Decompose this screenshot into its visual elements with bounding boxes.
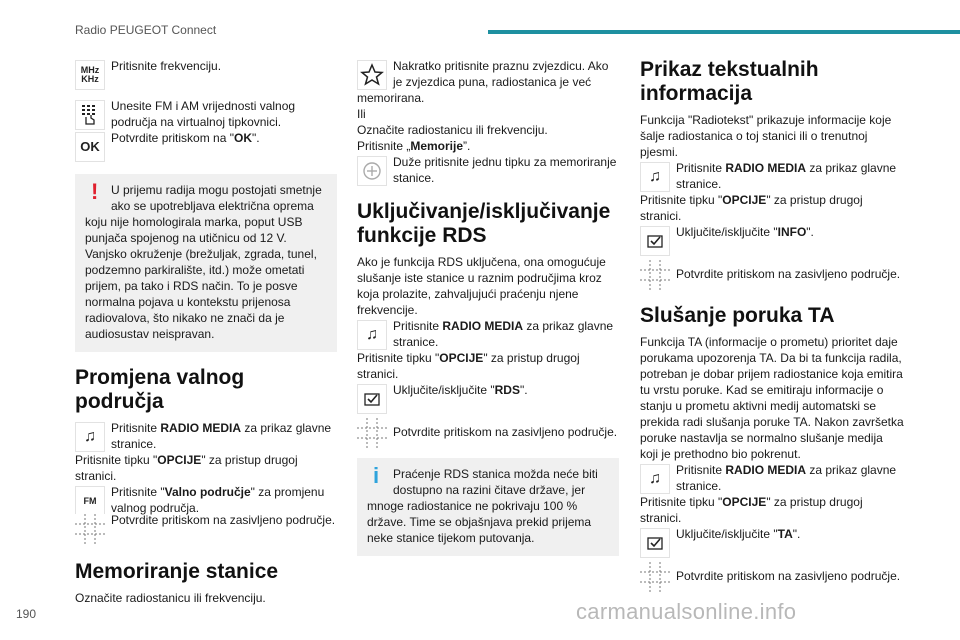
music-note-icon: ♫ bbox=[640, 162, 670, 192]
text-part: Uključite/isključite " bbox=[676, 527, 778, 541]
step-memorize bbox=[357, 154, 619, 186]
step-radio-media bbox=[357, 318, 619, 350]
step-radio-media bbox=[640, 462, 904, 494]
text-part: za prikaz glavne stranice. bbox=[393, 319, 614, 349]
section-heading: Uključivanje/isključivanje funkcije RDS bbox=[357, 200, 611, 247]
column-1 bbox=[75, 58, 337, 606]
text-part: Pritisnite tipku " bbox=[640, 495, 723, 509]
text-part: za prikaz glavne stranice. bbox=[111, 421, 332, 451]
text-part: za prikaz glavne stranice. bbox=[676, 161, 897, 191]
step-text: Nakratko pritisnite praznu zvjezdicu. Ako je zvjezdica puna, radiostanica je već memorirana. bbox=[357, 59, 609, 105]
text-part: Uključite/isključite " bbox=[393, 383, 495, 397]
text-part: za prikaz glavne stranice. bbox=[676, 463, 897, 493]
watermark: carmanualsonline.info bbox=[576, 599, 797, 624]
text-part: " za pristup drugoj stranici. bbox=[75, 453, 298, 483]
info-note bbox=[357, 458, 619, 556]
grey-area-grid-icon bbox=[640, 260, 670, 290]
text-part: " za pristup drugoj stranici. bbox=[357, 351, 580, 381]
text-part: Pritisnite tipku " bbox=[75, 453, 158, 467]
text-part: " za promjenu valnog područja. bbox=[111, 485, 325, 515]
text-bold: OPCIJE bbox=[722, 193, 767, 207]
text-part: Pritisnite " bbox=[111, 485, 165, 499]
step-confirm bbox=[75, 512, 337, 544]
running-header: Radio PEUGEOT Connect bbox=[75, 23, 217, 37]
info-icon: i bbox=[373, 463, 380, 488]
paragraph: Označite radiostanicu ili frekvenciju. bbox=[75, 591, 266, 605]
paragraph: Ili bbox=[357, 107, 366, 121]
warning-icon: ! bbox=[91, 179, 99, 204]
text-part: ". bbox=[792, 527, 801, 541]
text-part: Pritisnite tipku " bbox=[640, 193, 723, 207]
text-bold: RADIO MEDIA bbox=[725, 463, 807, 477]
text-part: Potvrdite pritiskom na " bbox=[111, 131, 234, 145]
text-part: Pritisnite bbox=[676, 161, 726, 175]
grey-area-grid-icon bbox=[75, 514, 105, 544]
paragraph: Ako je funkcija RDS uključena, ona omogućuje slušanje iste stanice u raznim područjima kroz koja prolazite, zahvaljujući praćenju njene frekvencije. bbox=[357, 255, 606, 317]
text-bold: OK bbox=[233, 131, 252, 145]
paragraph: Označite radiostanicu ili frekvenciju. bbox=[357, 123, 548, 137]
text-part: Pritisnite bbox=[111, 421, 161, 435]
text-bold: OPCIJE bbox=[722, 495, 767, 509]
step-radio-media bbox=[75, 420, 337, 452]
grey-area-grid-icon bbox=[357, 418, 387, 448]
text-part: Pritisnite bbox=[393, 319, 443, 333]
step-text: Potvrdite pritiskom na zasivljeno područje. bbox=[393, 425, 618, 439]
music-note-icon: ♫ bbox=[75, 422, 105, 452]
text-bold: RDS bbox=[494, 383, 520, 397]
text-part: ". bbox=[806, 225, 814, 239]
mhz-khz-icon: MHz KHz bbox=[75, 60, 105, 90]
text-bold: RADIO MEDIA bbox=[442, 319, 524, 333]
text-bold: RADIO MEDIA bbox=[160, 421, 242, 435]
step-confirm bbox=[640, 560, 904, 592]
section-heading: Prikaz tekstualnih informacija bbox=[640, 58, 819, 105]
text-bold: INFO bbox=[777, 225, 807, 239]
ok-icon: OK bbox=[75, 132, 105, 162]
text-bold: RADIO MEDIA bbox=[725, 161, 807, 175]
step-star bbox=[357, 58, 619, 106]
section-heading: Memoriranje stanice bbox=[75, 560, 279, 583]
text-part: ". bbox=[251, 131, 260, 145]
text-part: ”. bbox=[463, 139, 471, 153]
checkbox-toggle-icon bbox=[640, 226, 670, 256]
text-part: " za pristup drugoj stranici. bbox=[640, 495, 863, 525]
checkbox-toggle-icon bbox=[640, 528, 670, 558]
keypad-hand-icon bbox=[75, 100, 105, 130]
step-text: Pritisnite frekvenciju. bbox=[111, 59, 222, 73]
step-text: Potvrdite pritiskom na zasivljeno područje. bbox=[111, 513, 336, 527]
step-keyboard bbox=[75, 98, 337, 130]
grey-area-grid-icon bbox=[640, 562, 670, 592]
warning-note bbox=[75, 174, 337, 352]
text-part: Pritisnite „ bbox=[357, 139, 411, 153]
step-confirm bbox=[357, 416, 619, 448]
text-part: Pritisnite tipku " bbox=[357, 351, 440, 365]
warning-text: U prijemu radija mogu postojati smetnje ako se upotrebljava električna oprema koju nije homologirala marka, poput USB punjača spojenog na utičnicu od 12 V. Vanjsko okruženje (brežuljak, zgrada, tunel, podzemno parkiralište, itd.) može ometati prijem, pa tako i RDS način. To je posve normalna pojava u kontekstu prijenosa radiovalova, što nikako ne znači da je audiosustav neispravan. bbox=[85, 183, 322, 341]
add-preset-icon bbox=[357, 156, 387, 186]
step-confirm-ok bbox=[75, 130, 337, 162]
text-part: ". bbox=[519, 383, 528, 397]
checkbox-toggle-icon bbox=[357, 384, 387, 414]
radio-fm-icon: FM bbox=[75, 486, 105, 516]
section-heading: Slušanje poruka TA bbox=[640, 304, 835, 327]
text-part: Uključite/isključite " bbox=[676, 225, 778, 239]
header-accent-bar bbox=[488, 30, 960, 34]
text-part: Pritisnite bbox=[676, 463, 726, 477]
column-2 bbox=[357, 58, 619, 556]
step-info-toggle bbox=[640, 224, 904, 256]
info-text: Praćenje RDS stanica možda neće biti dostupno na razini čitave države, jer mnoge radiostanice ne pokrivaju 100 % države. Time se objašnjava prekid prijema neke stanice tijekom putovanja. bbox=[367, 467, 598, 545]
star-icon bbox=[357, 60, 387, 90]
paragraph: Funkcija "Radiotekst" prikazuje informacije koje šalje radiostanica o toj stanici ili o trenutnoj pjesmi. bbox=[640, 113, 892, 159]
step-text: Potvrdite pritiskom na zasivljeno područje. bbox=[676, 267, 901, 281]
paragraph: Funkcija TA (informacije o prometu) prioritet daje porukama upozorenja TA. Da bi ta funkcija radila, potreban je dobar prijem radiostanice koja emitira tu vrstu poruke. Kad se emitiraju informacije o stanju u prometu aktivni medij automatski se prekida radi slušanja poruke TA. Nakon završetka poruke nastavlja se normalno slušanje medija koji je prethodno bio pokrenut. bbox=[640, 335, 904, 461]
step-radio-media bbox=[640, 160, 904, 192]
step-text: Unesite FM i AM vrijednosti valnog područja na virtualnoj tipkovnici. bbox=[111, 99, 296, 129]
text-bold: Memorije bbox=[410, 139, 464, 153]
text-bold: OPCIJE bbox=[157, 453, 202, 467]
step-frequency bbox=[75, 58, 337, 90]
step-confirm bbox=[640, 258, 904, 290]
step-text: Potvrdite pritiskom na zasivljeno područje. bbox=[676, 569, 901, 583]
step-rds-toggle bbox=[357, 382, 619, 414]
step-ta-toggle bbox=[640, 526, 904, 558]
text-bold: Valno područje bbox=[164, 485, 251, 499]
column-3 bbox=[640, 58, 904, 592]
music-note-icon: ♫ bbox=[640, 464, 670, 494]
text-bold: TA bbox=[777, 527, 793, 541]
page-number: 190 bbox=[16, 607, 37, 621]
section-heading: Promjena valnog područja bbox=[75, 366, 245, 413]
music-note-icon: ♫ bbox=[357, 320, 387, 350]
step-text: Duže pritisnite jednu tipku za memoriranje stanice. bbox=[393, 155, 617, 185]
text-bold: OPCIJE bbox=[439, 351, 484, 365]
text-part: " za pristup drugoj stranici. bbox=[640, 193, 863, 223]
